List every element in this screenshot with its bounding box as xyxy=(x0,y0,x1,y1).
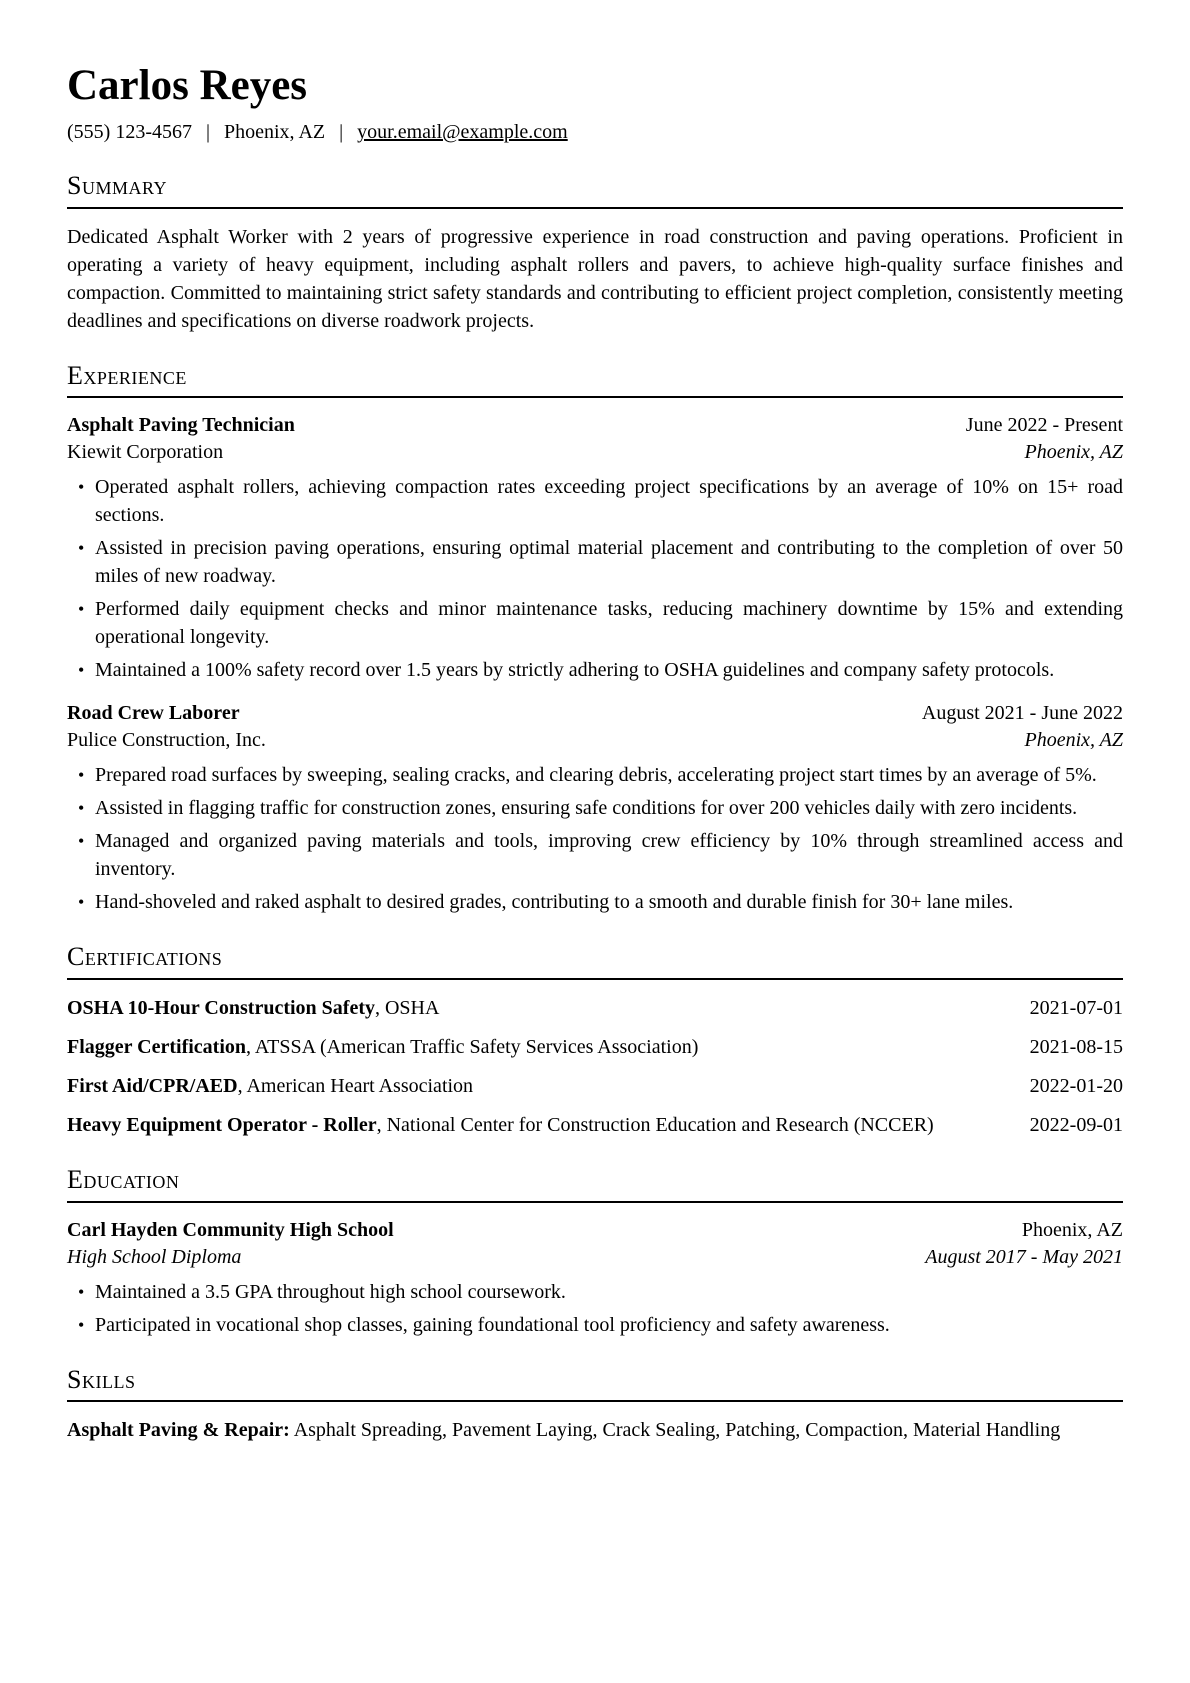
skill-category-label: Asphalt Paving & Repair: xyxy=(67,1419,290,1442)
cert-date: 2022-01-20 xyxy=(1029,1075,1123,1098)
section-skills xyxy=(67,1366,1123,1445)
education-title: Education xyxy=(67,1166,1123,1203)
section-certifications xyxy=(67,943,1123,1139)
bullet-item: • Performed daily equipment checks and minor maintenance tasks, reducing machinery downtime by 15% and extending operational longevity. xyxy=(67,595,1123,651)
cert-entry xyxy=(67,1111,1123,1139)
school-location: Phoenix, AZ xyxy=(1021,1218,1123,1241)
bullet-list xyxy=(67,1278,1123,1339)
cert-date: 2021-08-15 xyxy=(1029,1036,1123,1059)
skill-line xyxy=(67,1416,1123,1444)
bullet-item: • Participated in vocational shop classes, gaining foundational tool proficiency and safety awareness. xyxy=(67,1311,1123,1339)
education-entry xyxy=(67,1217,1123,1339)
section-education xyxy=(67,1166,1123,1339)
summary-text: Dedicated Asphalt Worker with 2 years of progressive experience in road construction and paving operations. Proficient in operating a variety of heavy equipment, including asphalt rollers and pavers, to achieve high-quality surface finishes and compaction. Committed to maintaining strict safety standards and contributing to efficient project completion, consistently meeting deadlines and specifications on diverse roadwork projects. xyxy=(67,225,1123,332)
job-company: Pulice Construction, Inc. xyxy=(67,729,266,752)
bullet-list xyxy=(67,473,1123,684)
bullet-item: • Hand-shoveled and raked asphalt to desired grades, contributing to a smooth and durable finish for 30+ lane miles. xyxy=(67,888,1123,916)
pipe-separator: | xyxy=(205,121,210,144)
pipe-separator: | xyxy=(339,121,344,144)
cert-name: Flagger Certification xyxy=(67,1036,247,1059)
school-name: Carl Hayden Community High School xyxy=(67,1218,394,1241)
job-company-row xyxy=(67,439,1123,466)
location-text: Phoenix, AZ xyxy=(224,121,326,144)
bullet-item: • Assisted in precision paving operations, ensuring optimal material placement and contributing to the completion of over 50 miles of new roadway. xyxy=(67,534,1123,590)
bullet-item: • Assisted in flagging traffic for construction zones, ensuring safe conditions for over 200 vehicles daily with zero incidents. xyxy=(67,794,1123,822)
job-dates: June 2022 - Present xyxy=(965,414,1123,437)
bullet-item: • Operated asphalt rollers, achieving compaction rates exceeding project specifications by an average of 10% on 15+ road sections. xyxy=(67,473,1123,529)
cert-entry xyxy=(67,994,1123,1022)
cert-name: First Aid/CPR/AED xyxy=(67,1075,238,1098)
bullet-item: • Managed and organized paving materials and tools, improving crew efficiency by 10% through streamlined access and inventory. xyxy=(67,827,1123,883)
skill-detail: Asphalt Spreading, Pavement Laying, Crack Sealing, Patching, Compaction, Material Handling xyxy=(293,1419,1061,1442)
resume-header xyxy=(67,62,1123,145)
experience-title: Experience xyxy=(67,362,1123,399)
job-title: Road Crew Laborer xyxy=(67,702,240,725)
contact-line xyxy=(67,119,1123,145)
section-summary xyxy=(67,172,1123,335)
cert-date: 2022-09-01 xyxy=(1029,1114,1123,1137)
cert-name: OSHA 10-Hour Construction Safety xyxy=(67,997,375,1020)
cert-entry xyxy=(67,1072,1123,1100)
job-title-row xyxy=(67,412,1123,439)
job-entry xyxy=(67,700,1123,916)
bullet-item: • Prepared road surfaces by sweeping, sealing cracks, and clearing debris, accelerating project start times by an average of 5%. xyxy=(67,761,1123,789)
cert-entry xyxy=(67,1033,1123,1061)
section-experience xyxy=(67,362,1123,917)
bullet-item: • Maintained a 100% safety record over 1.5 years by strictly adhering to OSHA guidelines and company safety protocols. xyxy=(67,656,1123,684)
bullet-list xyxy=(67,761,1123,916)
job-company: Kiewit Corporation xyxy=(67,441,224,464)
cert-name: Heavy Equipment Operator - Roller xyxy=(67,1114,377,1137)
cert-date: 2021-07-01 xyxy=(1029,997,1123,1020)
summary-title: Summary xyxy=(67,172,1123,209)
job-title-row xyxy=(67,700,1123,727)
degree-row xyxy=(67,1244,1123,1271)
skills-title: Skills xyxy=(67,1366,1123,1403)
bullet-item: • Maintained a 3.5 GPA throughout high school coursework. xyxy=(67,1278,1123,1306)
job-entry xyxy=(67,412,1123,684)
certifications-title: Certifications xyxy=(67,943,1123,980)
school-row xyxy=(67,1217,1123,1244)
name-heading: Carlos Reyes xyxy=(67,62,308,109)
education-dates: August 2017 - May 2021 xyxy=(925,1245,1123,1268)
degree: High School Diploma xyxy=(67,1245,242,1268)
cert-issuer: , OSHA xyxy=(374,997,440,1020)
phone-text: (555) 123-4567 xyxy=(67,121,192,144)
cert-issuer: , National Center for Construction Education and Research (NCCER) xyxy=(376,1114,934,1137)
job-company-row xyxy=(67,727,1123,754)
cert-issuer: , ATSSA (American Traffic Safety Services Association) xyxy=(246,1036,699,1059)
email-link[interactable]: your.email@example.com xyxy=(357,121,568,144)
job-dates: August 2021 - June 2022 xyxy=(921,702,1123,725)
job-location: Phoenix, AZ xyxy=(1024,441,1123,464)
job-title: Asphalt Paving Technician xyxy=(67,414,295,437)
cert-issuer: , American Heart Association xyxy=(237,1075,474,1098)
job-location: Phoenix, AZ xyxy=(1024,729,1123,752)
